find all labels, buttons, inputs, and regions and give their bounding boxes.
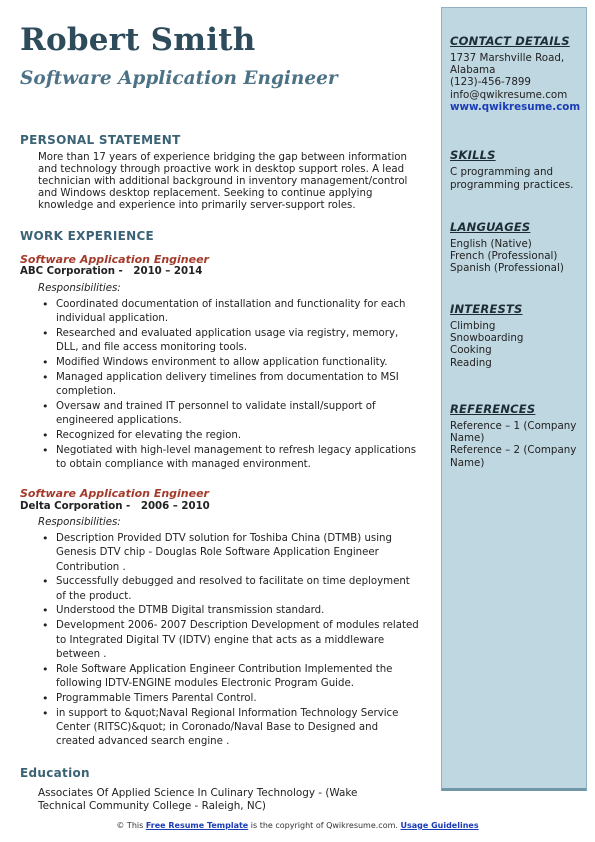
languages-section: [450, 220, 584, 275]
education-line: Technical Community College - Raleigh, NC): [38, 800, 266, 812]
language-item: English (Native): [450, 238, 532, 250]
bullet-item: • Development 2006- 2007 Description Development of modules related to Integrated Digital TV (IDTV) engine that acts as a middleware between .: [38, 619, 420, 662]
interest-item: Climbing: [450, 320, 496, 332]
job-2-bullet-list: [38, 532, 420, 750]
responsibilities-label: Responsibilities:: [38, 517, 121, 528]
reference-line: Name): [450, 456, 485, 469]
education-heading: Education: [20, 766, 90, 780]
bullet-item: • in support to &quot;Naval Regional Information Technology Service Center (RITSC)&quot; in Coronado/Naval Base to Designed and created advanced search engine .: [38, 707, 420, 750]
reference-line: Reference – 2 (Company: [450, 444, 577, 457]
personal-statement-text: [38, 152, 418, 212]
bullet-item: • Negotiated with high-level management to refresh legacy applications to obtain compliance with managed environment.: [38, 444, 420, 473]
candidate-title: Software Application Engineer: [20, 68, 338, 89]
bullet-item: • Understood the DTMB Digital transmission standard.: [38, 604, 420, 618]
reference-line: Name): [450, 432, 485, 445]
interests-heading: INTERESTS: [450, 302, 523, 316]
contact-heading: CONTACT DETAILS: [450, 34, 570, 48]
bullet-item: • Modified Windows environment to allow application functionality.: [38, 356, 420, 370]
skills-line: C programming and: [450, 166, 554, 178]
interest-item: Cooking: [450, 344, 492, 357]
interest-item: Snowboarding: [450, 332, 524, 345]
bullet-item: • Recognized for elevating the region.: [38, 429, 420, 443]
skills-line: programming practices.: [450, 179, 574, 191]
job-company: Delta Corporation - 2006 – 2010: [20, 501, 210, 512]
footer-middle: is the copyright of Qwikresume.com.: [248, 821, 401, 830]
bullet-item: • Researched and evaluated application usage via registry, memory, DLL, and file access monitoring tools.: [38, 327, 420, 356]
job-title: Software Application Engineer: [20, 253, 209, 266]
skills-section: [450, 148, 584, 192]
contact-address-line: 1737 Marshville Road,: [450, 52, 565, 64]
bullet-item: • Description Provided DTV solution for Toshiba China (DTMB) using Genesis DTV chip - Douglas Role Software Application Engineer Contribution .: [38, 532, 420, 575]
job-company: ABC Corporation - 2010 – 2014: [20, 266, 203, 277]
contact-phone: (123)-456-7899: [450, 76, 531, 89]
job-1-bullet-list: [38, 298, 420, 473]
bullet-item: • Successfully debugged and resolved to facilitate on time deployment of the product.: [38, 575, 420, 604]
candidate-name: Robert Smith: [20, 22, 256, 58]
statement-line: More than 17 years of experience bridging the gap between information: [38, 152, 407, 163]
skills-heading: SKILLS: [450, 148, 496, 162]
statement-line: technician with additional background in inventory management/control: [38, 176, 408, 188]
statement-line: and technology through proactive work in desktop support roles. A lead: [38, 164, 405, 176]
contact-section: [450, 34, 584, 113]
free-resume-template-link[interactable]: Free Resume Template: [145, 821, 249, 830]
bullet-item: • Coordinated documentation of installation and functionality for each individual application.: [38, 298, 420, 327]
interests-section: [450, 302, 584, 369]
language-item: French (Professional): [450, 250, 558, 263]
job-title: Software Application Engineer: [20, 487, 209, 500]
personal-statement-heading: PERSONAL STATEMENT: [20, 133, 181, 147]
languages-heading: LANGUAGES: [450, 220, 531, 234]
statement-line: and Windows desktop replacement. Seeking to continue applying: [38, 188, 373, 200]
language-item: Spanish (Professional): [450, 262, 564, 275]
bullet-item: • Programmable Timers Parental Control.: [38, 692, 420, 706]
contact-state: Alabama: [450, 64, 496, 77]
sidebar: [441, 7, 587, 791]
statement-line: knowledge and experience into primarily server-support roles.: [38, 200, 356, 212]
bullet-item: • Role Software Application Engineer Contribution Implemented the following IDTV-ENGINE modules Electronic Program Guide.: [38, 663, 420, 692]
work-experience-heading: WORK EXPERIENCE: [20, 229, 155, 243]
interest-item: Reading: [450, 356, 492, 369]
bullet-item: • Oversaw and trained IT personnel to validate install/support of engineered applications.: [38, 400, 420, 429]
reference-line: Reference – 1 (Company: [450, 420, 577, 432]
education-text: [38, 787, 428, 813]
responsibilities-label: Responsibilities:: [38, 283, 121, 294]
references-heading: REFERENCES: [450, 402, 536, 416]
bullet-item: • Managed application delivery timelines from documentation to MSI completion.: [38, 371, 420, 400]
footer-prefix: © This: [116, 821, 146, 830]
footer: [0, 821, 595, 830]
education-line: Associates Of Applied Science In Culinary Technology - (Wake: [38, 787, 358, 799]
references-section: [450, 402, 584, 469]
usage-guidelines-link[interactable]: Usage Guidelines: [400, 821, 479, 830]
contact-email[interactable]: info@qwikresume.com: [450, 88, 568, 101]
contact-website-link[interactable]: www.qwikresume.com: [450, 100, 581, 113]
